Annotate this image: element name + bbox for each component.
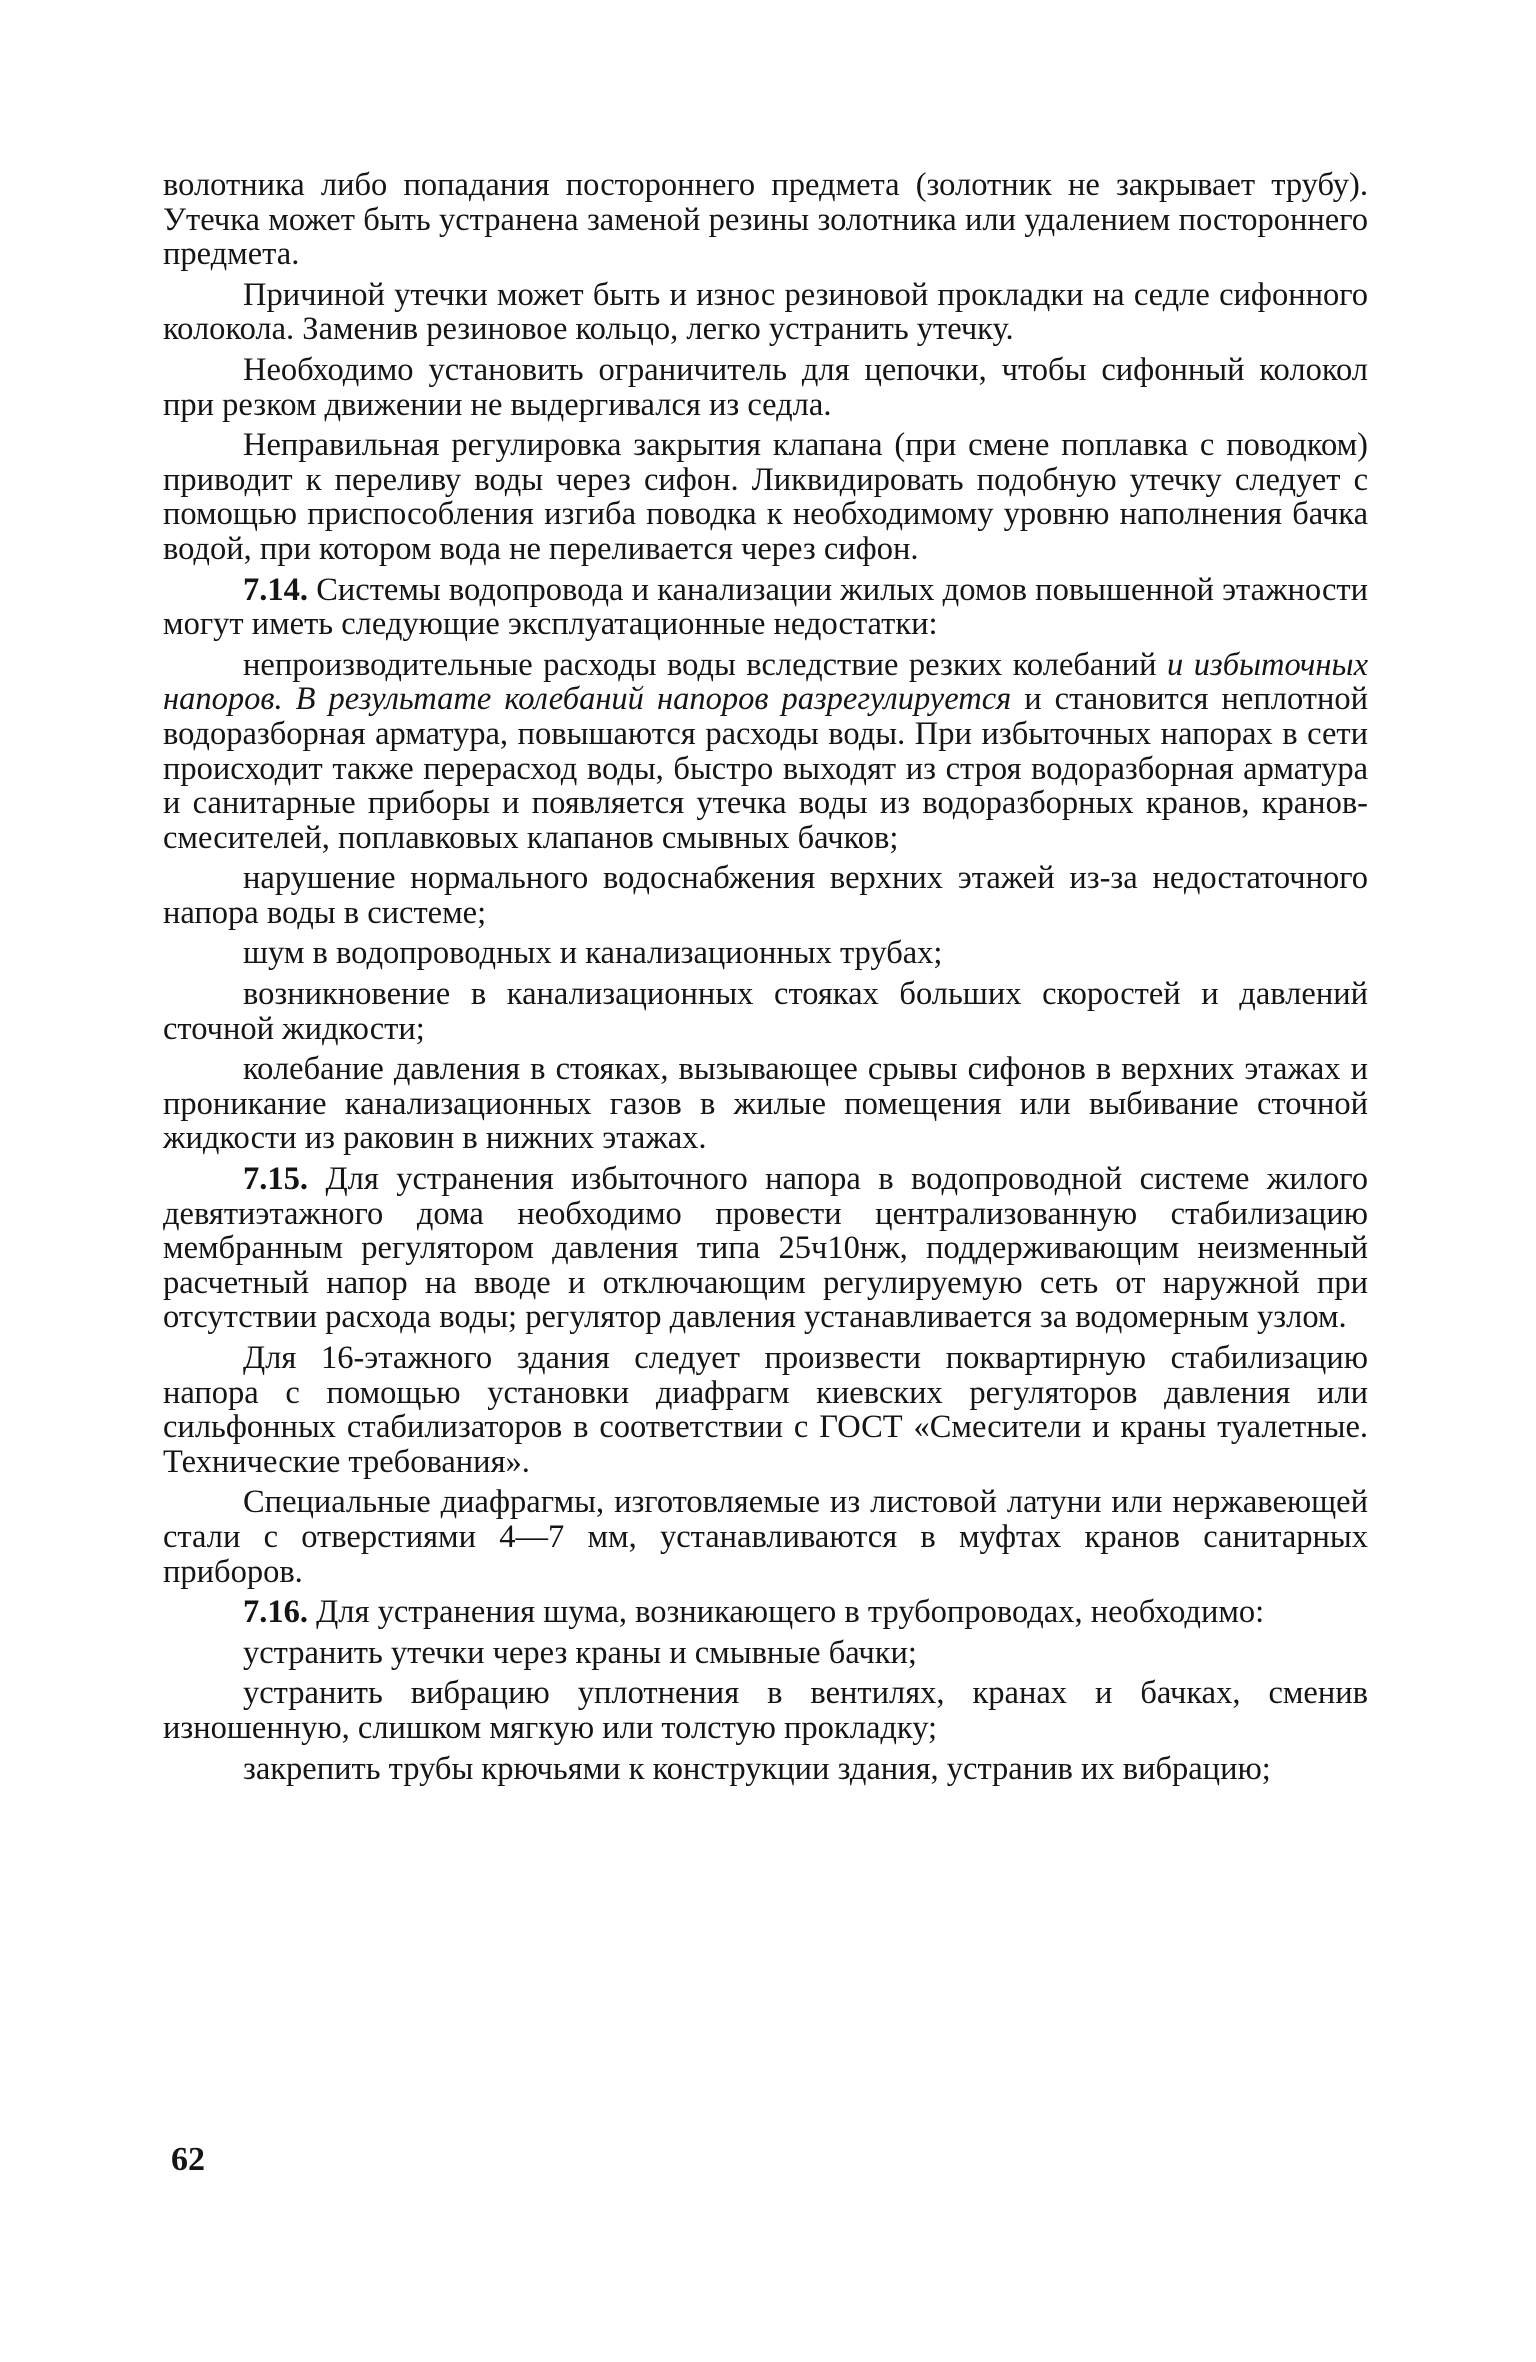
list-item-1-text: непроизводительные расходы воды вследствие резких колебаний: [243, 646, 1157, 683]
section-7-15-text: Для устранения избыточного напора в водопроводной системе жилого девятиэтажного дома необходимо провести централизованную стабилизацию мембранным регулятором давления типа 25ч10нж, поддерживающим неизменный расчетный напор на вводе и отключающим регулируемую сеть от наружной при отсутствии расхода воды; регулятор давления устанавливается за водомерным узлом.: [163, 1161, 1368, 1336]
list-item-6: [163, 1636, 1368, 1671]
list-item-1-tail: и становится неплотной водоразборная арматура, повышаются расходы воды. При избыточных напорах в сети происходит также перерасход воды, быстро выходят из строя водоразборная арматура и санитарные приборы и появляется утечка воды из водоразборных кранов, кранов-смесителей, поплавковых клапанов смывных бачков;: [163, 681, 1369, 856]
section-7-15: [163, 1162, 1368, 1335]
list-item-6-text: устранить утечки через краны и смывные бачки;: [243, 1634, 917, 1671]
paragraph-1-text: волотника либо попадания постороннего предмета (золотник не закрывает трубу). Утечка может быть устранена заменой резины золотника или удалением постороннего предмета.: [163, 167, 1368, 273]
section-number: 7.16.: [243, 1594, 308, 1631]
list-item-8: [163, 1752, 1368, 1787]
section-7-14-text: Системы водопровода и канализации жилых домов повышенной этажности могут иметь следующие эксплуатационные недостатки:: [163, 571, 1368, 643]
list-item-3: [163, 936, 1368, 971]
paragraph-diaphragms-text: Специальные диафрагмы, изготовляемые из листовой латуни или нержавеющей стали с отверстиями 4—7 мм, устанавливаются в муфтах кранов санитарных приборов.: [163, 1484, 1368, 1590]
section-7-14: [163, 573, 1368, 642]
list-item-5-text: колебание давления в стояках, вызывающее срывы сифонов в верхних этажах и проникание канализационных газов в жилые помещения или выбивание сточной жидкости из раковин в нижних этажах.: [163, 1051, 1368, 1157]
section-number: 7.15.: [243, 1161, 308, 1198]
section-7-16-text: Для устранения шума, возникающего в трубопроводах, необходимо:: [316, 1594, 1265, 1631]
list-item-4: [163, 977, 1368, 1046]
list-item-1-italic: и избыточных напоров. В результате колебаний напоров разрегулируется: [163, 646, 1368, 718]
list-item-7-text: устранить вибрацию уплотнения в вентилях, кранах и бачках, сменив изношенную, слишком мягкую или толстую прокладку;: [163, 1675, 1368, 1746]
paragraph-16-storey-text: Для 16-этажного здания следует произвести поквартирную стабилизацию напора с помощью установки диафрагм киевских регуляторов давления или сильфонных стабилизаторов в соответствии с ГОСТ «Смесители и краны туалетные. Технические требования».: [163, 1340, 1368, 1480]
section-7-16: [163, 1595, 1368, 1630]
list-item-2: [163, 861, 1368, 930]
paragraph-1: [163, 168, 1368, 272]
list-item-7: [163, 1676, 1368, 1745]
paragraph-4-text: Неправильная регулировка закрытия клапана (при смене поплавка с поводком) приводит к переливу воды через сифон. Ликвидировать подобную утечку следует с помощью приспособления изгиба поводка к необходимому уровню наполнения бачка водой, при котором вода не переливается через сифон.: [163, 427, 1368, 567]
section-number: 7.14.: [243, 571, 308, 608]
paragraph-2-text: Причиной утечки может быть и износ резиновой прокладки на седле сифонного колокола. Заменив резиновое кольцо, легко устранить утечку.: [163, 276, 1368, 348]
list-item-8-text: закрепить трубы крючьями к конструкции здания, устранив их вибрацию;: [243, 1750, 1271, 1787]
list-item-4-text: возникновение в канализационных стояках больших скоростей и давлений сточной жидкости;: [163, 976, 1368, 1047]
list-item-5: [163, 1052, 1368, 1156]
paragraph-3-text: Необходимо установить ограничитель для цепочки, чтобы сифонный колокол при резком движении не выдергивался из седла.: [163, 351, 1368, 423]
paragraph-diaphragms: [163, 1485, 1368, 1589]
paragraph-3: [163, 353, 1368, 422]
paragraph-16-storey: [163, 1341, 1368, 1479]
paragraph-4: [163, 428, 1368, 566]
page-number: 62: [171, 2141, 205, 2178]
list-item-2-text: нарушение нормального водоснабжения верхних этажей из-за недостаточного напора воды в системе;: [163, 860, 1368, 931]
list-item-3-text: шум в водопроводных и канализационных трубах;: [243, 935, 943, 972]
page-text: [163, 168, 1368, 1792]
paragraph-2: [163, 278, 1368, 347]
list-item-1: [163, 648, 1368, 856]
